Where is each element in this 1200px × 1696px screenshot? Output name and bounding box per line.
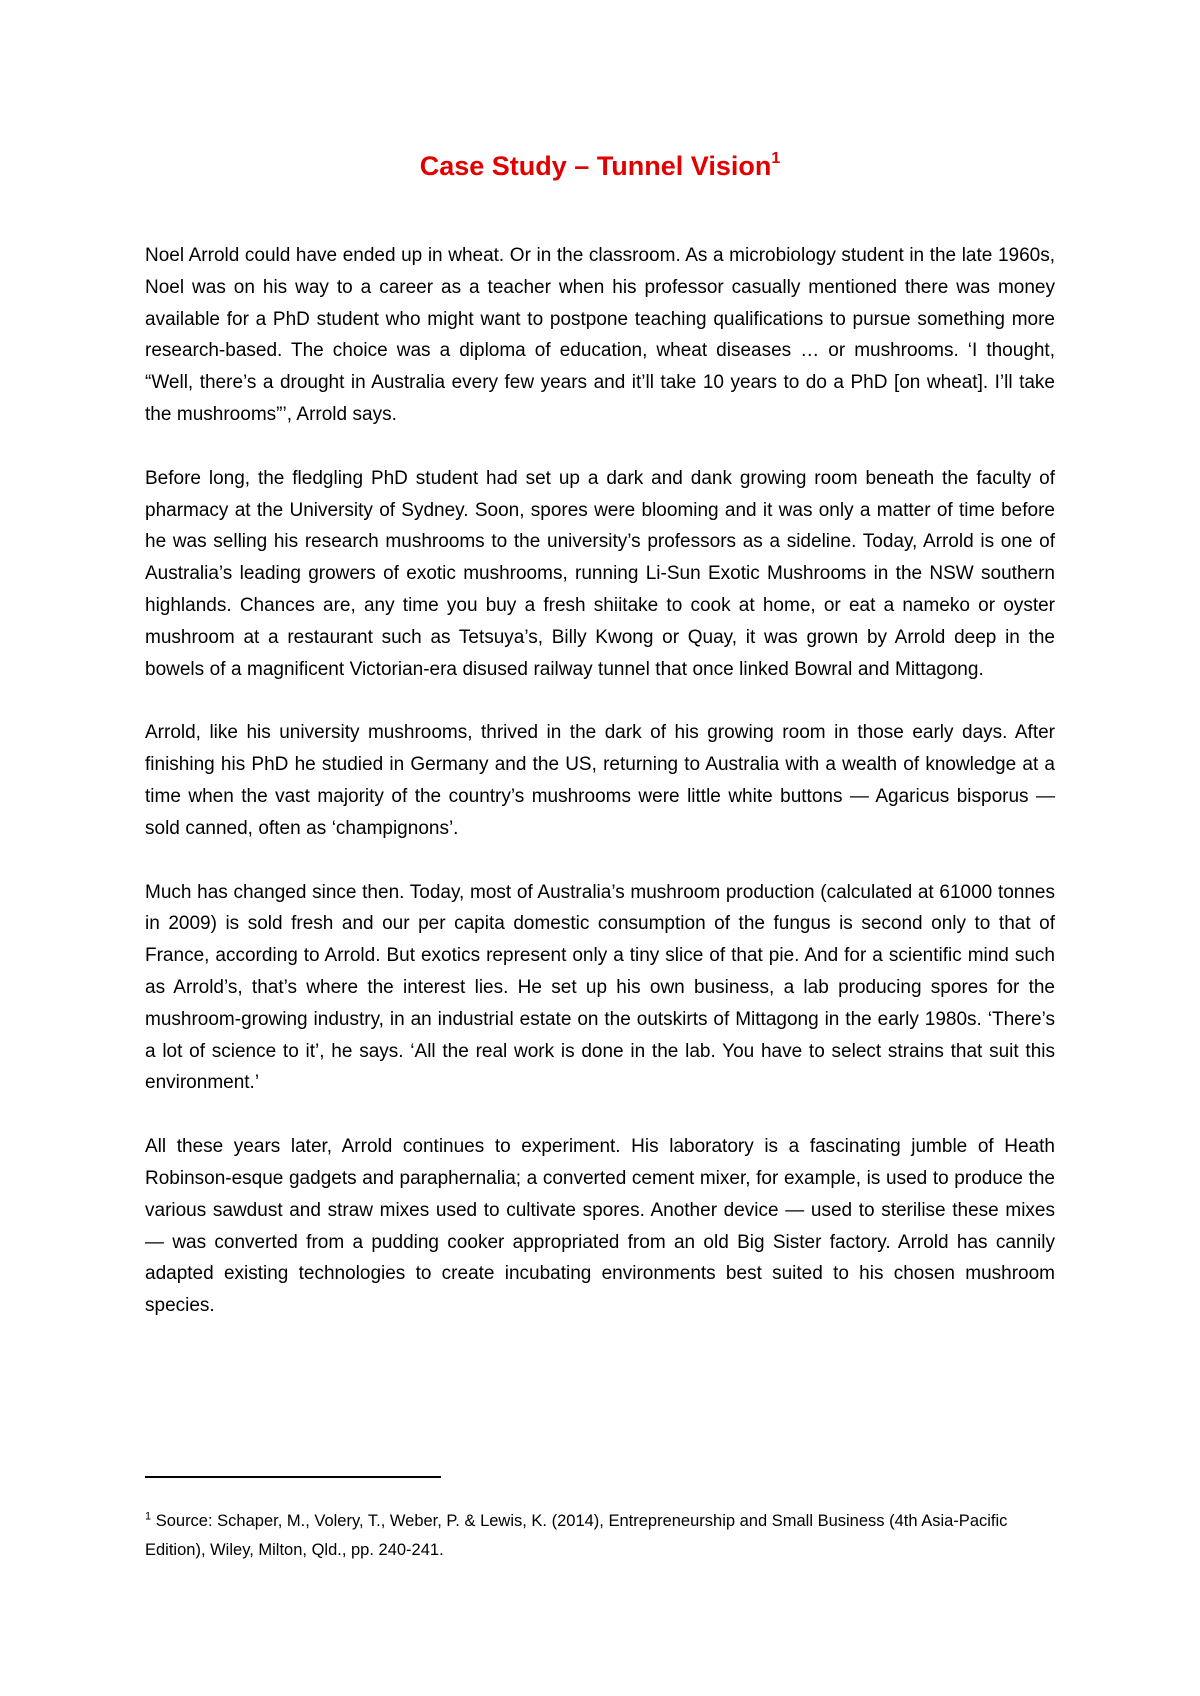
footnote-separator: [145, 1476, 441, 1478]
paragraph-1: Noel Arrold could have ended up in wheat. Or in the classroom. As a microbiology student in the late 1960s, Noel was on his way to a career as a teacher when his professor casually mentioned there was money available for a PhD student who might want to postpone teaching qualifications to pursue something more research-based. The choice was a diploma of education, wheat diseases … or mushrooms. ‘I thought, “Well, there’s a drought in Australia every few years and it’ll take 10 years to do a PhD [on wheat]. I’ll take the mushrooms”’, Arrold says.: [145, 245, 1055, 425]
page-title: [0, 148, 1200, 184]
title-footnote-ref[interactable]: 1: [771, 150, 781, 167]
footnote-marker: 1: [145, 1510, 152, 1523]
title-text: Case Study – Tunnel Vision: [419, 151, 772, 181]
paragraph-5: All these years later, Arrold continues to experiment. His laboratory is a fascinating jumble of Heath Robinson-esque gadgets and paraphernalia; a converted cement mixer, for example, is used to produce the various sawdust and straw mixes used to cultivate spores. Another device — used to sterilise these mixes — was converted from a pudding cooker appropriated from an old Big Sister factory. Arrold has cannily adapted existing technologies to create incubating environments best suited to his chosen mushroom species.: [145, 1136, 1055, 1317]
paragraph-3: Arrold, like his university mushrooms, thrived in the dark of his growing room in those early days. After finishing his PhD he studied in Germany and the US, returning to Australia with a wealth of knowledge at a time when the vast majority of the country’s mushrooms were little white buttons — Agaricus bisporus — sold canned, often as ‘champignons’.: [145, 722, 1055, 839]
article-body: [145, 240, 1055, 1354]
footnote-text: Source: Schaper, M., Volery, T., Weber, P. & Lewis, K. (2014), Entrepreneurship and Small Business (4th Asia-Pacific Edition), Wiley, Milton, Qld., pp. 240-241.: [145, 1512, 1008, 1559]
paragraph-2: Before long, the fledgling PhD student had set up a dark and dank growing room beneath the faculty of pharmacy at the University of Sydney. Soon, spores were blooming and it was only a matter of time before he was selling his research mushrooms to the university’s professors as a sideline. Today, Arrold is one of Australia’s leading growers of exotic mushrooms, running Li-Sun Exotic Mushrooms in the NSW southern highlands. Chances are, any time you buy a fresh shiitake to cook at home, or eat a nameko or oyster mushroom at a restaurant such as Tetsuya’s, Billy Kwong or Quay, it was grown by Arrold deep in the bowels of a magnificent Victorian-era disused railway tunnel that once linked Bowral and Mittagong.: [145, 467, 1055, 680]
paragraph-4: Much has changed since then. Today, most of Australia’s mushroom production (calculated at 61000 tonnes in 2009) is sold fresh and our per capita domestic consumption of the fungus is second only to that of France, according to Arrold. But exotics represent only a tiny slice of that pie. And for a scientific mind such as Arrold’s, that’s where the interest lies. He set up his own business, a lab producing spores for the mushroom-growing industry, in an industrial estate on the outskirts of Mittagong in the early 1980s. ‘There’s a lot of science to it’, he says. ‘All the real work is done in the lab. You have to select strains that suit this environment.’: [145, 881, 1055, 1094]
footnote: [145, 1507, 1055, 1565]
